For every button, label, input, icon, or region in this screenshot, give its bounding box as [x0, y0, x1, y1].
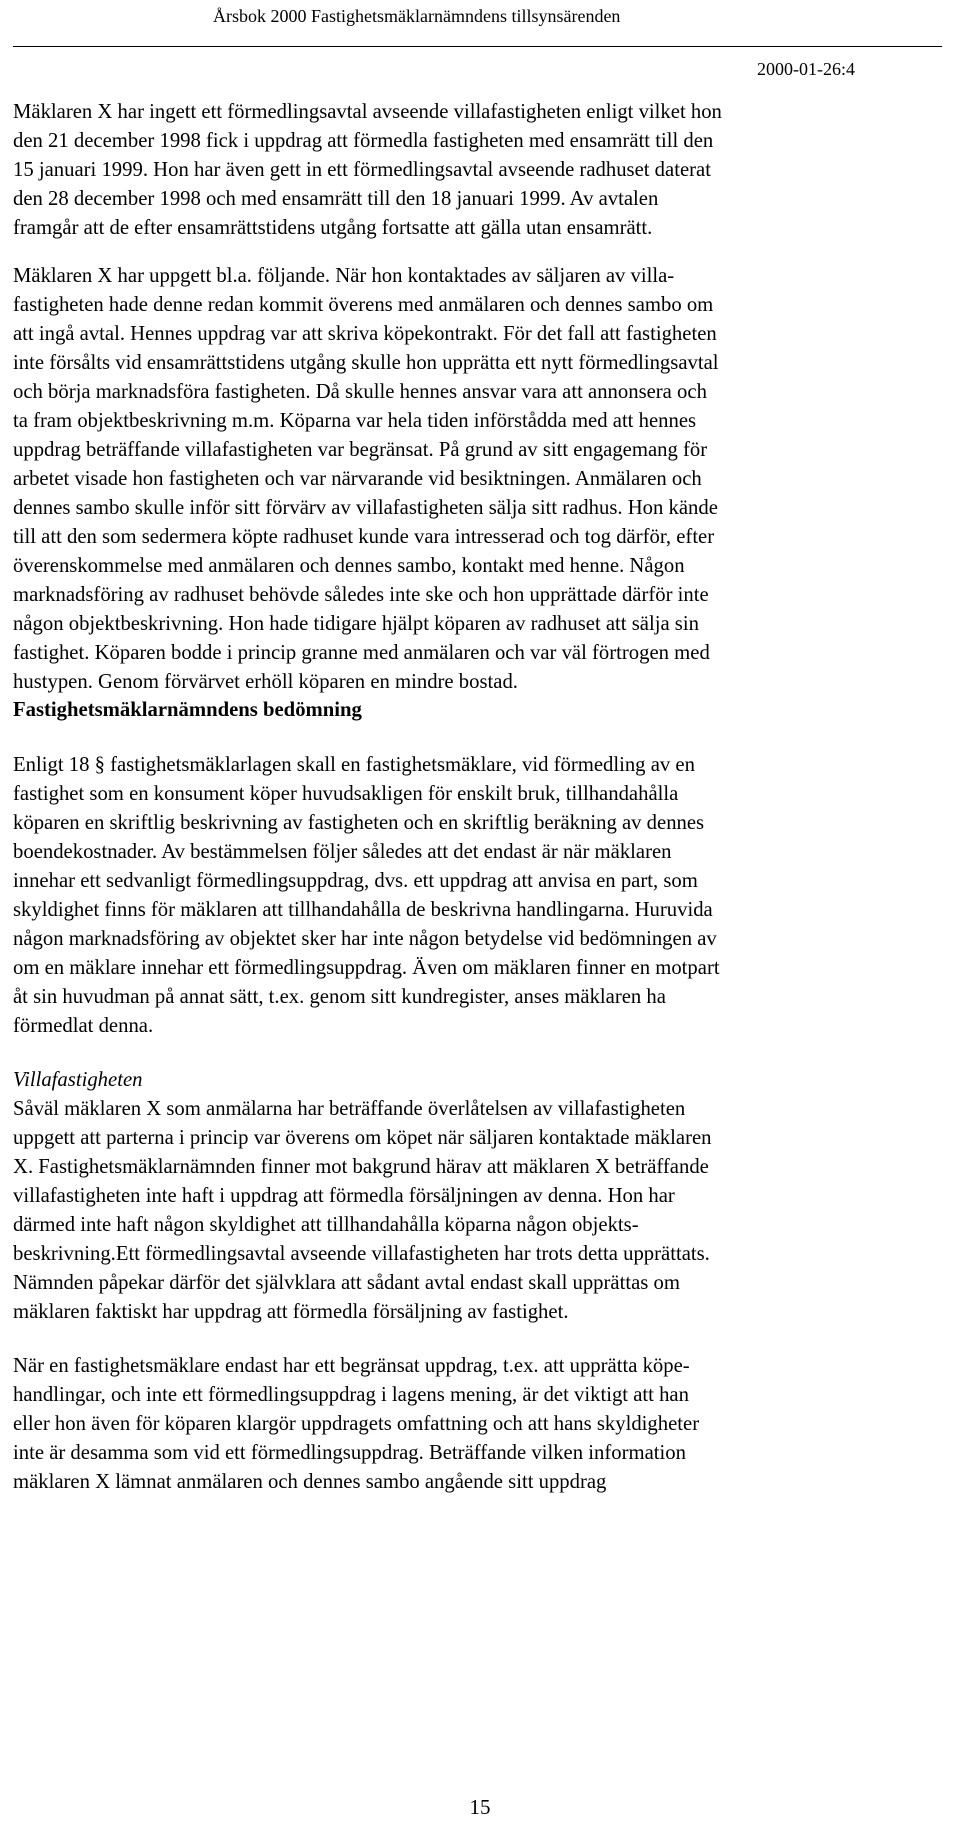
text-line: hustypen. Genom förvärvet erhöll köparen en mindre bostad. [13, 671, 518, 693]
text-line: förmedlat denna. [13, 1015, 154, 1037]
section-heading-text: Fastighetsmäklarnämndens bedömning [13, 699, 362, 721]
text-line: uppgett att parterna i princip var överens om köpet när säljaren kontaktade mäklaren [13, 1127, 712, 1149]
text-line: någon objektbeskrivning. Hon hade tidigare hjälpt köparen av radhuset att sälja sin [13, 613, 699, 635]
paragraph-assessment [13, 751, 948, 1041]
text-line: ta fram objektbeskrivning m.m. Köparna var hela tiden införstådda med att hennes [13, 410, 697, 432]
text-line: X. Fastighetsmäklarnämnden finner mot bakgrund härav att mäklaren X beträffande [13, 1156, 709, 1178]
paragraph-intro [13, 98, 948, 243]
text-line: därmed inte haft någon skyldighet att tillhandahålla köparna någon objekts- [13, 1214, 639, 1236]
text-line: villafastigheten inte haft i uppdrag att förmedla försäljningen av denna. Hon har [13, 1185, 675, 1207]
running-header: Årsbok 2000 Fastighetsmäklarnämndens tillsynsärenden [213, 6, 621, 26]
text-line: dennes sambo skulle inför sitt förvärv av villafastigheten sälja sitt radhus. Hon kände [13, 497, 718, 519]
text-line: att ingå avtal. Hennes uppdrag var att skriva köpekontrakt. För det fall att fastigheten [13, 323, 717, 345]
text-line: När en fastighetsmäklare endast har ett begränsat uppdrag, t.ex. att upprätta köpe- [13, 1355, 690, 1377]
section-heading [13, 696, 948, 725]
text-line: 15 januari 1999. Hon har även gett in ett förmedlingsavtal avseende radhuset daterat [13, 159, 711, 181]
paragraph-villa [13, 1095, 948, 1327]
text-line: Enligt 18 § fastighetsmäklarlagen skall en fastighetsmäklare, vid förmedling av en [13, 754, 695, 776]
text-line: eller hon även för köparen klargör uppdragets omfattning och att hans skyldigheter [13, 1413, 700, 1435]
text-line: uppdrag beträffande villafastigheten var begränsat. På grund av sitt engagemang för [13, 439, 708, 461]
text-line: och börja marknadsföra fastigheten. Då skulle hennes ansvar vara att annonsera och [13, 381, 707, 403]
text-line: den 28 december 1998 och med ensamrätt till den 18 januari 1999. Av avtalen [13, 188, 659, 210]
case-reference: 2000-01-26:4 [757, 59, 855, 79]
text-line: Mäklaren X har ingett ett förmedlingsavtal avseende villafastigheten enligt vilket hon [13, 101, 722, 123]
text-line: Mäklaren X har uppgett bl.a. följande. När hon kontaktades av säljaren av villa- [13, 265, 675, 287]
text-line: köparen en skriftlig beskrivning av fastigheten och en skriftlig beräkning av dennes [13, 812, 705, 834]
text-line: Nämnden påpekar därför det självklara att sådant avtal endast skall upprättas om [13, 1272, 680, 1294]
subheading [13, 1066, 948, 1095]
text-line: överenskommelse med anmälaren och dennes sambo, kontakt med henne. Någon [13, 555, 685, 577]
text-line: skyldighet finns för mäklaren att tillhandahålla de beskrivna handlingarna. Huruvida [13, 899, 713, 921]
subheading-text: Villafastigheten [13, 1069, 143, 1091]
text-line: fastigheten hade denne redan kommit överens med anmälaren och dennes sambo om [13, 294, 714, 316]
text-line: fastighet. Köparen bodde i princip granne med anmälaren och var väl förtrogen med [13, 642, 710, 664]
text-line: inte är desamma som vid ett förmedlingsuppdrag. Beträffande vilken information [13, 1442, 686, 1464]
text-line: framgår att de efter ensamrättstidens utgång fortsatte att gälla utan ensamrätt. [13, 217, 653, 239]
text-line: arbetet visade hon fastigheten och var närvarande vid besiktningen. Anmälaren och [13, 468, 702, 490]
text-line: marknadsföring av radhuset behövde således inte ske och hon upprättade därför inte [13, 584, 709, 606]
text-line: beskrivning.Ett förmedlingsavtal avseende villafastigheten har trots detta upprättats. [13, 1243, 710, 1265]
header-rule [13, 46, 942, 47]
text-line: Såväl mäklaren X som anmälarna har beträffande överlåtelsen av villafastigheten [13, 1098, 686, 1120]
text-line: den 21 december 1998 fick i uppdrag att förmedla fastigheten med ensamrätt till den [13, 130, 714, 152]
text-line: handlingar, och inte ett förmedlingsuppdrag i lagens mening, är det viktigt att han [13, 1384, 689, 1406]
page-number: 15 [469, 1795, 491, 1819]
text-line: fastighet som en konsument köper huvudsakligen för enskilt bruk, tillhandahålla [13, 783, 679, 805]
text-line: åt sin huvudman på annat sätt, t.ex. genom sitt kundregister, anses mäklaren ha [13, 986, 666, 1008]
text-line: mäklaren faktiskt har uppdrag att förmedla försäljning av fastighet. [13, 1301, 569, 1323]
text-line: innehar ett sedvanligt förmedlingsuppdrag, dvs. ett uppdrag att anvisa en part, som [13, 870, 698, 892]
text-line: boendekostnader. Av bestämmelsen följer således att det endast är när mäklaren [13, 841, 672, 863]
text-line: till att den som sedermera köpte radhuset kunde vara intresserad och tog därför, efter [13, 526, 715, 548]
text-line: inte försålts vid ensamrättstidens utgång skulle hon upprätta ett nytt förmedlingsavtal [13, 352, 719, 374]
paragraph-limited-assignment [13, 1352, 948, 1497]
text-line: om en mäklare innehar ett förmedlingsuppdrag. Även om mäklaren finner en motpart [13, 957, 720, 979]
text-line: mäklaren X lämnat anmälaren och dennes sambo angående sitt uppdrag [13, 1471, 607, 1493]
paragraph-broker-statement [13, 262, 948, 697]
text-line: någon marknadsföring av objektet sker har inte någon betydelse vid bedömningen av [13, 928, 717, 950]
